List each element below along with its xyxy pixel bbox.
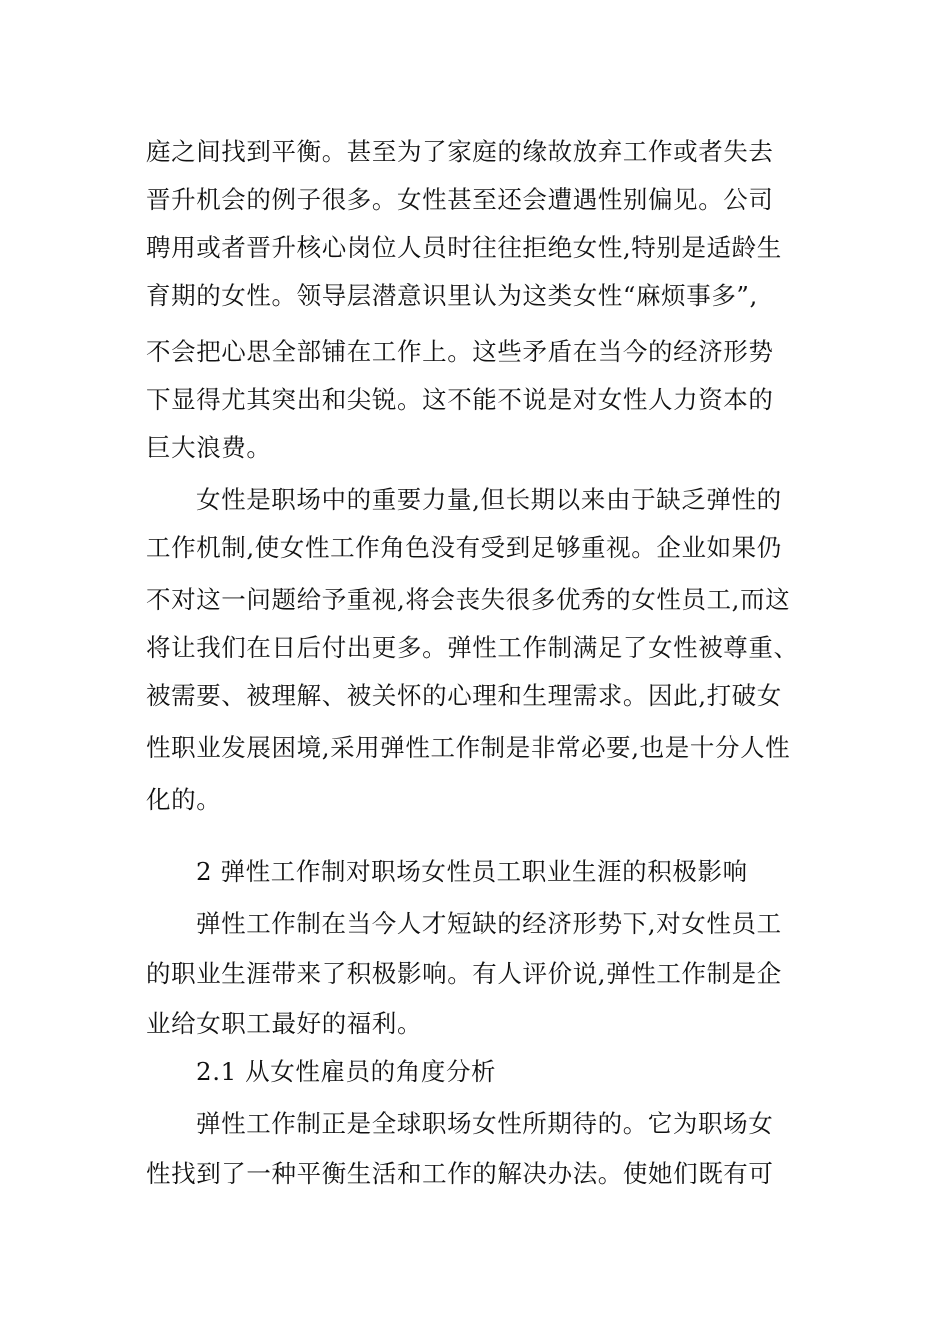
paragraph-line: 晋升机会的例子很多。女性甚至还会遭遇性别偏见。公司	[146, 185, 774, 214]
paragraph-line: 女性是职场中的重要力量,但长期以来由于缺乏弹性的	[196, 485, 782, 514]
paragraph-line: 不对这一问题给予重视,将会丧失很多优秀的女性员工,而这	[146, 585, 791, 614]
paragraph-line: 育期的女性。领导层潜意识里认为这类女性“麻烦事多”,	[146, 281, 758, 310]
paragraph-line: 聘用或者晋升核心岗位人员时往往拒绝女性,特别是适龄生	[146, 233, 782, 262]
paragraph-line: 的职业生涯带来了积极影响。有人评价说,弹性工作制是企	[146, 959, 782, 988]
paragraph-line: 庭之间找到平衡。甚至为了家庭的缘故放弃工作或者失去	[146, 137, 774, 166]
section-heading: 2 弹性工作制对职场女性员工职业生涯的积极影响	[196, 857, 748, 886]
paragraph-line: 化的。	[146, 785, 222, 814]
paragraph-line: 被需要、被理解、被关怀的心理和生理需求。因此,打破女	[146, 681, 782, 710]
paragraph-line: 业给女职工最好的福利。	[146, 1009, 423, 1038]
paragraph-line: 下显得尤其突出和尖锐。这不能不说是对女性人力资本的	[146, 385, 774, 414]
paragraph-line: 不会把心思全部铺在工作上。这些矛盾在当今的经济形势	[146, 337, 774, 366]
paragraph-line: 弹性工作制正是全球职场女性所期待的。它为职场女	[196, 1109, 774, 1138]
paragraph-line: 巨大浪费。	[146, 433, 272, 462]
paragraph-line: 性找到了一种平衡生活和工作的解决办法。使她们既有可	[146, 1159, 774, 1188]
paragraph-line: 弹性工作制在当今人才短缺的经济形势下,对女性员工	[196, 909, 782, 938]
paragraph-line: 工作机制,使女性工作角色没有受到足够重视。企业如果仍	[146, 533, 782, 562]
paragraph-line: 性职业发展困境,采用弹性工作制是非常必要,也是十分人性	[146, 733, 791, 762]
paragraph-line: 将让我们在日后付出更多。弹性工作制满足了女性被尊重、	[146, 633, 799, 662]
subsection-heading: 2.1 从女性雇员的角度分析	[196, 1057, 497, 1086]
